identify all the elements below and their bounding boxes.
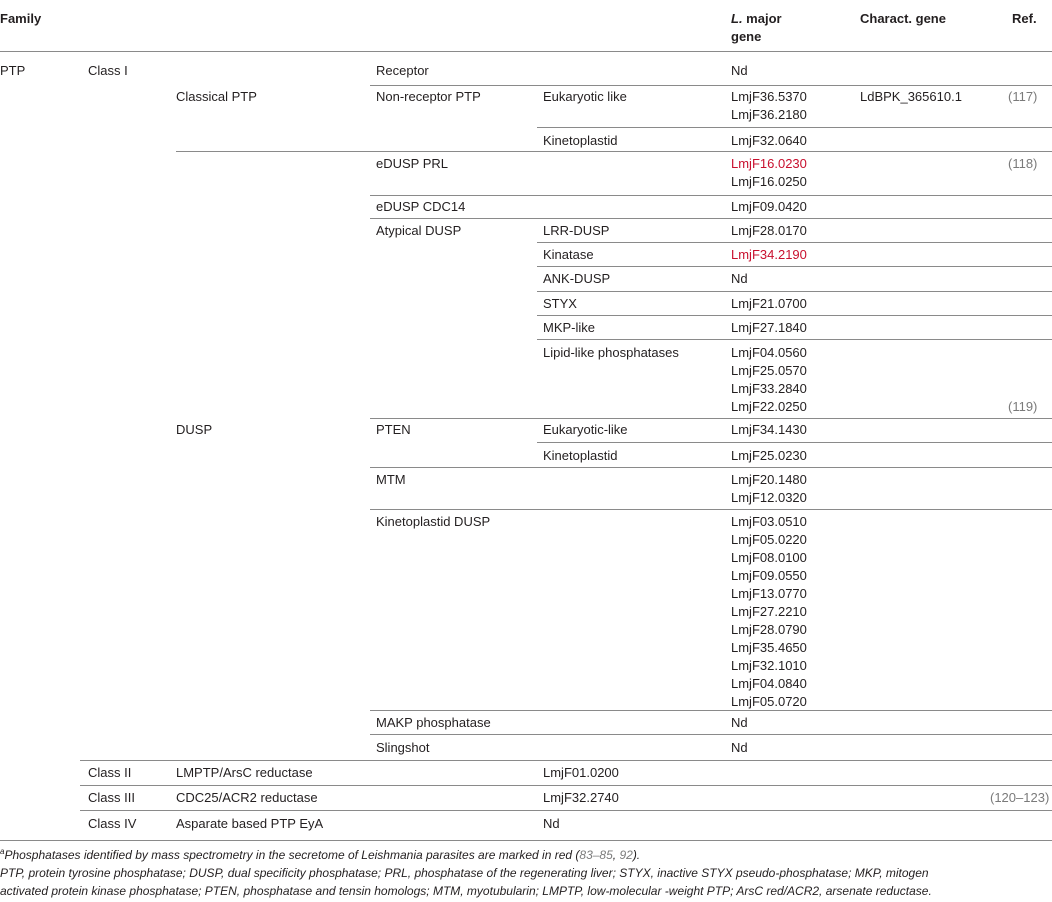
ref-prl[interactable]: (118) bbox=[1008, 156, 1038, 171]
gene-item: LmjF09.0550 bbox=[731, 568, 807, 583]
group-nonreceptor: Non-receptor PTP bbox=[376, 89, 481, 104]
rule-makp bbox=[370, 734, 1052, 735]
rule-receptor bbox=[370, 85, 1052, 86]
class4-gene: Nd bbox=[543, 816, 560, 831]
gene-item: LmjF03.0510 bbox=[731, 514, 807, 529]
gene-item: LmjF13.0770 bbox=[731, 586, 807, 601]
col-header-charact: Charact. gene bbox=[860, 11, 946, 26]
gene-receptor: Nd bbox=[731, 63, 748, 78]
gene-item-secreted: LmjF16.0230 bbox=[731, 156, 807, 171]
subgroup-ank: ANK-DUSP bbox=[543, 271, 611, 286]
gene-item: LmjF28.0790 bbox=[731, 622, 807, 637]
rule-mtm bbox=[370, 509, 1052, 510]
footnote-ref[interactable]: 83–85 bbox=[579, 848, 613, 862]
footnote-text: Phosphatases identified by mass spectrometry in the secretome of Leishmania parasites are marked in red ( bbox=[4, 848, 580, 862]
rule-table-bottom bbox=[0, 840, 1052, 841]
group-mtm: MTM bbox=[376, 472, 406, 487]
rule-lipid bbox=[370, 418, 1052, 419]
group-kdusp: Kinetoplastid DUSP bbox=[376, 514, 491, 529]
footnote-secretome bbox=[0, 847, 640, 864]
col-header-gene-rest: major bbox=[742, 11, 782, 26]
class4-name: Asparate based PTP EyA bbox=[176, 816, 324, 831]
gene-item: LmjF12.0320 bbox=[731, 490, 807, 505]
gene-item: LmjF32.1010 bbox=[731, 658, 807, 673]
subclass-classical-ptp: Classical PTP bbox=[176, 89, 257, 104]
group-pten: PTEN bbox=[376, 422, 411, 437]
ref-euk-like[interactable]: (117) bbox=[1008, 89, 1038, 104]
subclass-dusp: DUSP bbox=[176, 422, 213, 437]
rule-cdc14 bbox=[370, 218, 1052, 219]
col-header-gene-italic: L. bbox=[731, 11, 743, 26]
gene-item: LmjF33.2840 bbox=[731, 381, 807, 396]
rule-lrr bbox=[537, 242, 1052, 243]
rule-header bbox=[0, 51, 1052, 52]
group-slingshot: Slingshot bbox=[376, 740, 430, 755]
class-2: Class II bbox=[88, 765, 132, 780]
rule-class3 bbox=[80, 810, 1052, 811]
family-ptp: PTP bbox=[0, 63, 26, 78]
group-atypical: Atypical DUSP bbox=[376, 223, 462, 238]
gene-list-euk-like bbox=[731, 88, 807, 124]
footnote-abbreviations-1: PTP, protein tyrosine phosphatase; DUSP, dual specificity phosphatase; PRL, phosphatase of the regenerating liver; STYX, inactive STYX pseudo-phosphatase; MKP, mitogen bbox=[0, 866, 929, 880]
gene-item: LmjF20.1480 bbox=[731, 472, 807, 487]
class3-gene: LmjF32.2740 bbox=[543, 790, 619, 805]
gene-ank: Nd bbox=[731, 271, 748, 286]
class2-gene: LmjF01.0200 bbox=[543, 765, 619, 780]
gene-item: LmjF35.4650 bbox=[731, 640, 807, 655]
rule-classical bbox=[176, 151, 1052, 152]
rule-class1 bbox=[80, 760, 1052, 761]
gene-kineto: LmjF32.0640 bbox=[731, 133, 807, 148]
gene-item: LmjF27.2210 bbox=[731, 604, 807, 619]
rule-class2 bbox=[80, 785, 1052, 786]
gene-item: LmjF22.0250 bbox=[731, 399, 807, 414]
gene-slingshot: Nd bbox=[731, 740, 748, 755]
col-header-ref: Ref. bbox=[1012, 11, 1037, 26]
subgroup-styx: STYX bbox=[543, 296, 577, 311]
rule-ank bbox=[537, 291, 1052, 292]
gene-item: LmjF05.0720 bbox=[731, 694, 807, 709]
group-makp: MAKP phosphatase bbox=[376, 715, 491, 730]
footnote-sep: , bbox=[612, 848, 620, 862]
gene-item: LmjF04.0840 bbox=[731, 676, 807, 691]
col-header-gene bbox=[731, 10, 782, 46]
footnote-marker: a bbox=[0, 847, 5, 856]
col-header-family: Family bbox=[0, 11, 42, 26]
gene-pten-euk: LmjF34.1430 bbox=[731, 422, 807, 437]
rule-pten-euk bbox=[537, 442, 1052, 443]
ref-class3[interactable]: (120–123) bbox=[990, 790, 1050, 805]
gene-styx: LmjF21.0700 bbox=[731, 296, 807, 311]
subgroup-kineto: Kinetoplastid bbox=[543, 133, 618, 148]
gene-item: LmjF16.0250 bbox=[731, 174, 807, 189]
gene-list-lipid bbox=[731, 344, 807, 416]
gene-list-prl bbox=[731, 155, 807, 191]
subgroup-euk-like: Eukaryotic like bbox=[543, 89, 627, 104]
col-header-gene-line2: gene bbox=[731, 29, 762, 44]
rule-mkp bbox=[537, 339, 1052, 340]
gene-kinatase-secreted: LmjF34.2190 bbox=[731, 247, 807, 262]
subgroup-lipid: Lipid-like phosphatases bbox=[543, 345, 679, 360]
subgroup-pten-euk: Eukaryotic-like bbox=[543, 422, 628, 437]
gene-item: LmjF25.0570 bbox=[731, 363, 807, 378]
gene-mkp: LmjF27.1840 bbox=[731, 320, 807, 335]
class-1: Class I bbox=[88, 63, 128, 78]
gene-item: LmjF05.0220 bbox=[731, 532, 807, 547]
footnote-end: ). bbox=[632, 848, 641, 862]
subgroup-kinatase: Kinatase bbox=[543, 247, 594, 262]
group-edusp-cdc14: eDUSP CDC14 bbox=[376, 199, 466, 214]
class2-name: LMPTP/ArsC reductase bbox=[176, 765, 313, 780]
ref-lipid[interactable]: (119) bbox=[1008, 399, 1038, 414]
gene-list-mtm bbox=[731, 471, 807, 507]
rule-kinatase bbox=[537, 266, 1052, 267]
rule-pten bbox=[370, 467, 1052, 468]
gene-makp: Nd bbox=[731, 715, 748, 730]
footnote-abbreviations-2: activated protein kinase phosphatase; PTEN, phosphatase and tensin homologs; MTM, myotubularin; LMPTP, low-molecular -weight PTP; ArsC red/ACR2, arsenate reductase. bbox=[0, 884, 932, 898]
subgroup-mkp: MKP-like bbox=[543, 320, 596, 335]
group-edusp-prl: eDUSP PRL bbox=[376, 156, 449, 171]
gene-list-kdusp bbox=[731, 513, 807, 711]
gene-item: LmjF36.2180 bbox=[731, 107, 807, 122]
rule-styx bbox=[537, 315, 1052, 316]
gene-cdc14: LmjF09.0420 bbox=[731, 199, 807, 214]
gene-item: LmjF36.5370 bbox=[731, 89, 807, 104]
subgroup-pten-kin: Kinetoplastid bbox=[543, 448, 618, 463]
gene-lrr: LmjF28.0170 bbox=[731, 223, 807, 238]
group-receptor: Receptor bbox=[376, 63, 429, 78]
gene-item: LmjF04.0560 bbox=[731, 345, 807, 360]
rule-euk-like bbox=[537, 127, 1052, 128]
class-4: Class IV bbox=[88, 816, 137, 831]
gene-item: LmjF08.0100 bbox=[731, 550, 807, 565]
rule-kdusp bbox=[370, 710, 1052, 711]
class3-name: CDC25/ACR2 reductase bbox=[176, 790, 318, 805]
class-3: Class III bbox=[88, 790, 135, 805]
rule-prl bbox=[370, 195, 1052, 196]
gene-pten-kin: LmjF25.0230 bbox=[731, 448, 807, 463]
charact-euk-like: LdBPK_365610.1 bbox=[860, 89, 962, 104]
footnote-ref[interactable]: 92 bbox=[619, 848, 633, 862]
subgroup-lrr: LRR-DUSP bbox=[543, 223, 610, 238]
